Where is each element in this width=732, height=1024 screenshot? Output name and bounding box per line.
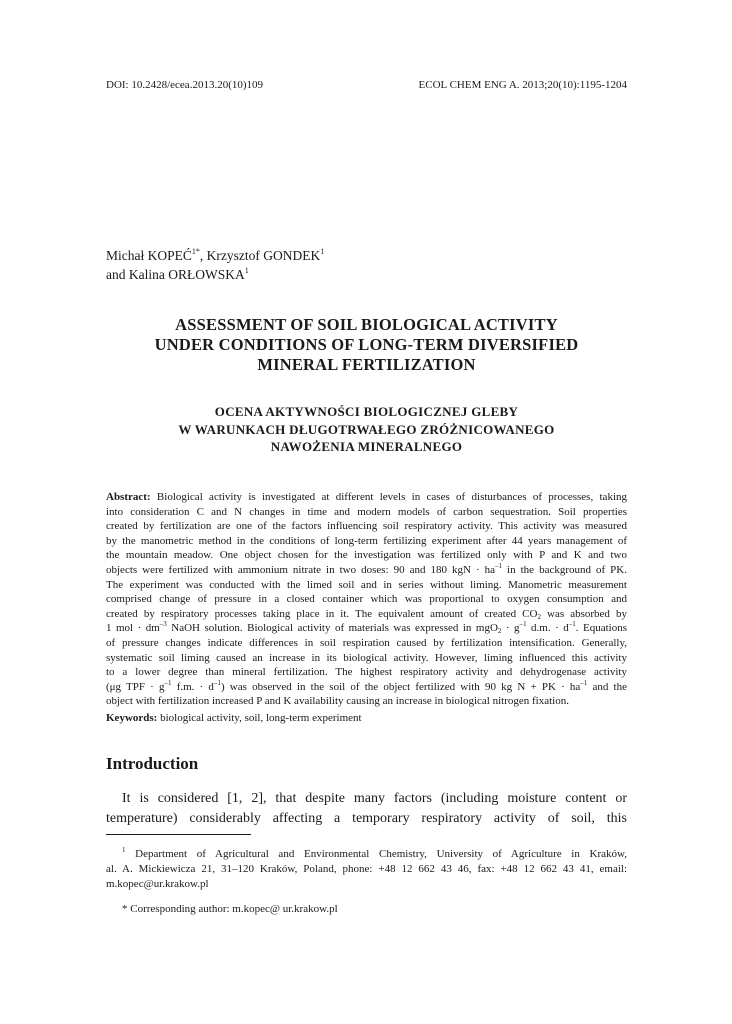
abstract-line: (μg TPF · $g^{-1}$ f.m. · $d^{-1}$) was observed in the soil of the object fertilized with 90 kg N + PK · $ha^{-1}$ and the — [106, 678, 627, 693]
abstract-line: objects were fertilized with ammonium nitrate in two doses: 90 and 180 kgN · $ha^{-1}$ in the background of PK. — [106, 561, 627, 576]
journal-citation: ECOL CHEM ENG A. 2013;20(10):1195-1204 — [418, 79, 627, 91]
footnote-1-line: $^1$ Department of Agricultural and Environmental Chemistry, University of Agriculture in Kraków, — [122, 846, 627, 860]
footnote-corresponding-author: * Corresponding author: m.kopec@ ur.krakow.pl — [122, 903, 338, 915]
intro-line: It is considered [1, 2], that despite many factors (including moisture content or — [122, 791, 627, 806]
introduction-body — [106, 789, 627, 828]
abstract-label: Abstract: — [106, 491, 151, 503]
abstract-line: of pressure changes indicate differences in soil respiration caused by fertilization intensification. Generally, — [106, 636, 627, 649]
running-head — [106, 79, 627, 91]
abstract-line: created by respiratory processes taking place in it. The equivalent amount of created $CO_2$ was absorbed by — [106, 607, 627, 621]
footnote-1-line: m.kopec@ur.krakow.pl — [106, 878, 209, 890]
abstract — [106, 490, 627, 709]
author-affiliation-mark: 1 — [244, 266, 249, 275]
authors-line-1 — [106, 246, 324, 265]
title-line: ASSESSMENT OF SOIL BIOLOGICAL ACTIVITY — [175, 315, 558, 334]
abstract-line: systematic soil liming caused an increase in its biological activity. However, liming influenced this activity — [106, 651, 627, 664]
abstract-line: The experiment was conducted with the limed soil and in series without liming. Manometric measurement — [106, 578, 627, 591]
title-line: MINERAL FERTILIZATION — [257, 355, 476, 374]
footnote-1-line: al. A. Mickiewicza 21, 31–120 Kraków, Poland, phone: +48 12 662 43 46, fax: +48 12 662 43 41, email: — [106, 863, 627, 875]
abstract-line: 1 mol · $dm^{-3}$ NaOH solution. Biological activity of materials was expressed in $mgO_2 \cdot g^{-1}$ d.m. · $d^{-1}$. Equations — [106, 620, 627, 636]
subtitle-line: OCENA AKTYWNOŚCI BIOLOGICZNEJ GLEBY — [214, 404, 519, 419]
authors-line-2 — [106, 265, 324, 284]
abstract-line: object with fertilization increased P and K availability causing an increase in biological nitrogen fixation. — [106, 695, 569, 708]
title-line: UNDER CONDITIONS OF LONG-TERM DIVERSIFIED — [154, 335, 579, 354]
doi: DOI: 10.2428/ecea.2013.20(10)109 — [106, 79, 264, 91]
intro-line: temperature) considerably affecting a temporary respiratory activity of soil, this — [106, 810, 627, 826]
author-gondek: , Krzysztof GONDEK — [199, 248, 321, 263]
paper-subtitle-polish — [106, 403, 627, 456]
subtitle-line: W WARUNKACH DŁUGOTRWAŁEGO ZRÓŻNICOWANEGO — [178, 421, 555, 437]
footnote-divider — [106, 834, 251, 835]
abstract-line: comprised change of pressure in a closed container which was proportional to oxygen consumption and — [106, 593, 627, 606]
keywords-label: Keywords: — [106, 712, 158, 724]
author-affiliation-mark: 1 — [320, 247, 325, 256]
author-kopec: Michał KOPEĆ — [106, 248, 192, 263]
footnotes — [106, 847, 627, 917]
subtitle-line: NAWOŻENIA MINERALNEGO — [270, 439, 463, 454]
author-orlowska: and Kalina ORŁOWSKA — [106, 267, 245, 282]
paper-title — [106, 315, 627, 375]
authors — [106, 246, 324, 284]
abstract-line: Abstract: Biological activity is investigated at different levels in cases of disturbances of processes, taking — [106, 491, 627, 503]
abstract-line: by the manometric method in the conditions of long-term fertilizing experiment after 44 years management of — [106, 534, 627, 547]
abstract-line: into consideration C and N changes in time and modern models of carbon sequestration. Soil properties — [106, 505, 627, 518]
abstract-line: the mountain meadow. One object chosen for the investigation was fertilized only with P and K and two — [106, 549, 627, 562]
abstract-line: created by fertilization are one of the factors influencing soil respiratory activity. This activity was measured — [106, 520, 627, 533]
keywords-text: biological activity, soil, long-term experiment — [157, 712, 362, 724]
abstract-line: to a lower degree than mineral fertilization. The highest respiratory activity and dehydrogenase activity — [106, 666, 627, 679]
author-affiliation-mark: 1* — [191, 247, 200, 256]
section-heading-introduction: Introduction — [106, 754, 199, 773]
keywords — [106, 712, 627, 724]
